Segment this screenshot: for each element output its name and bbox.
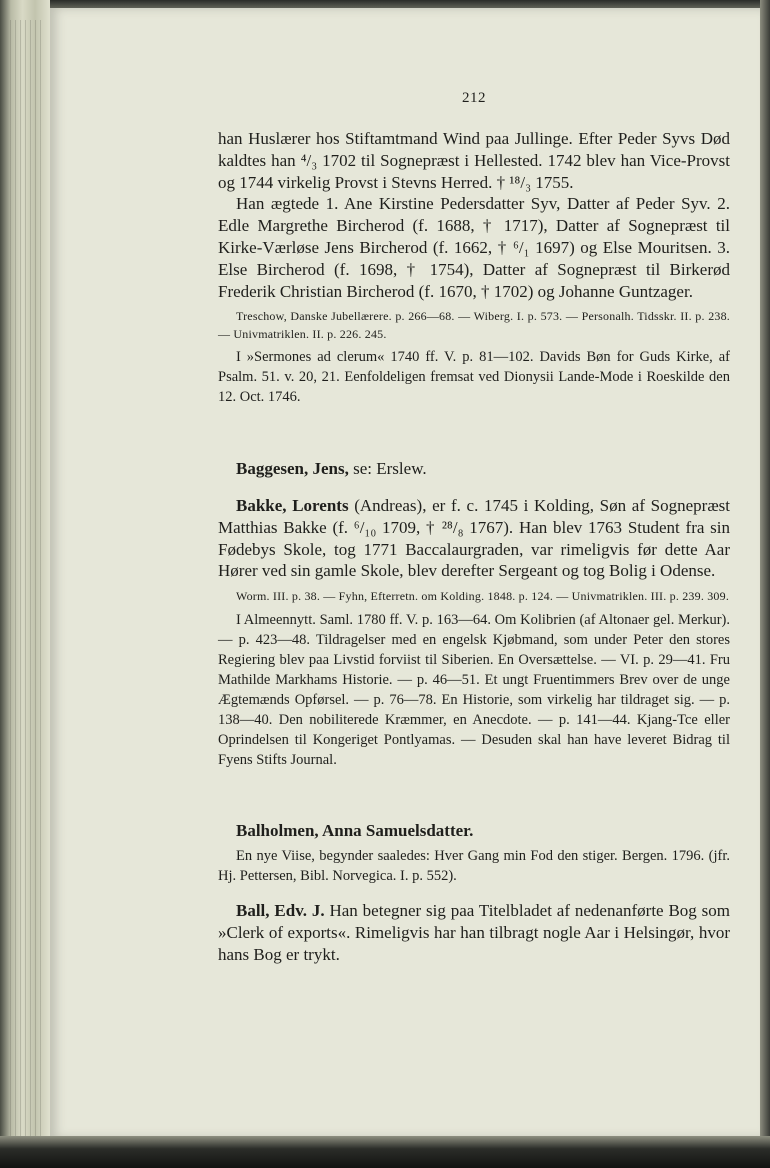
entry-continued	[218, 128, 730, 407]
entry-name: Ball, Edv. J.	[236, 901, 325, 920]
entry-name: Balholmen, Anna Samuelsdatter.	[236, 821, 474, 840]
book-binding	[0, 0, 50, 1168]
entry-balholmen	[218, 820, 730, 886]
entry-name: Bakke, Lorents	[236, 496, 349, 515]
binding-texture	[10, 20, 44, 1140]
entry-works: En nye Viise, begynder saaledes: Hver Gang min Fod den stiger. Bergen. 1796. (jfr. Hj. Pettersen, Bibl. Norvegica. I. p. 552).	[218, 847, 730, 884]
entry-works: I Almeennytt. Saml. 1780 ff. V. p. 163—64. Om Kolibrien (af Altonaer gel. Merkur). — p. 423—48. Tildragelser med en engelsk Kjøbmand, som under Peter den stores Regiering blev paa Livstid forviist til Siberien. En Oversættelse. — VI. p. 29—41. Fru Mathilde Markhams Historie. — p. 46—51. Et ungt Fruentimmers Brev over de unge Ægtemænds Opførsel. — p. 76—78. En Historie, som virkelig har tildraget sig. — p. 138—40. Den nobiliterede Kræmmer, en Anecdote. — p. 141—44. Kjang-Tce eller Oprindelsen til Kongeriget Pontlyamas. — Desuden skal han have leveret Bidrag til Fyens Stifts Journal.	[218, 611, 730, 768]
entry-text: (Andreas), er f. c. 1745 i Kolding, Søn af Sognepræst Matthias Bakke (f. ⁶/₁₀ 1709, † ²⁸/₈ 1767). Han blev 1763 Student fra sin Fødebys Skole, tog 1771 Baccalaurgraden, var rimeligvis før dette Aar Hører ved sin gamle Skole, blev derefter Sergeant og tog Bolig i Odense.	[218, 496, 730, 581]
entry-references: Worm. III. p. 38. — Fyhn, Efterretn. om Kolding. 1848. p. 124. — Univmatriklen. III. p. 239. 309.	[236, 589, 730, 604]
entry-baggesen	[218, 458, 730, 480]
entry-text: se: Erslew.	[348, 459, 427, 478]
entry-works: I »Sermones ad clerum« 1740 ff. V. p. 81—102. Davids Bøn for Guds Kirke, af Psalm. 51. v. 20, 21. Eenfoldeligen fremsat ved Dionysii Lande-Mode i Roeskilde den 12. Oct. 1746.	[218, 349, 730, 406]
entry-ball	[218, 900, 730, 965]
page-number: 212	[462, 90, 486, 106]
entry-bakke	[218, 495, 730, 770]
entry-text: Han betegner sig paa Titelbladet af nedenanførte Bog som »Clerk of exports«. Rimeligvis har han tilbragt nogle Aar i Helsingør, hvor hans Bog er trykt.	[218, 901, 731, 964]
entry-references: Treschow, Danske Jubellærere. p. 266—68. — Wiberg. I. p. 573. — Personalh. Tidsskr. II. p. 238. — Univmatriklen. II. p. 226. 245.	[218, 309, 730, 341]
entry-name: Baggesen, Jens,	[236, 459, 349, 478]
scan-bottom-edge	[0, 1136, 770, 1168]
entry-paragraph: han Huslærer hos Stiftamtmand Wind paa Jullinge. Efter Peder Syvs Død kaldtes han ⁴/₃ 1702 til Sognepræst i Hellested. 1742 blev han Vice-Provst og 1744 virkelig Provst i Stevns Herred. † ¹⁸/₃ 1755.	[218, 129, 730, 192]
scan-right-edge	[760, 0, 770, 1168]
entry-paragraph: Han ægtede 1. Ane Kirstine Pedersdatter Syv, Datter af Peder Syv. 2. Edle Margrethe Bircherod (f. 1688, † 1717), Datter af Sognepræst til Kirke-Værløse Jens Bircherod (f. 1662, † ⁶/₁ 1697) og Else Mouritsen. 3. Else Bircherod (f. 1698, † 1754), Datter af Sognepræst til Birkerød Frederik Christian Bircherod (f. 1670, † 1702) og Johanne Guntzager.	[218, 194, 730, 301]
